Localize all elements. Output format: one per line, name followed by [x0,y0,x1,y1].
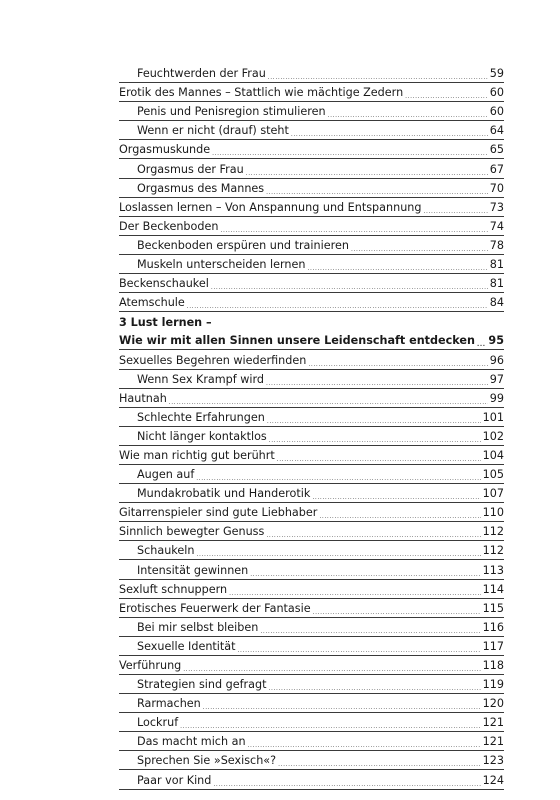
toc-entry-title: Wie wir mit allen Sinnen unsere Leidenschaft entdecken [119,334,475,348]
toc-entry-page-number: 114 [482,582,504,596]
toc-entry[interactable] [119,389,504,408]
toc-entry-page-number: 84 [489,296,504,310]
dot-leader [260,622,480,636]
dot-leader [169,393,488,407]
toc-entry-title: Strategien sind gefragt [137,678,267,692]
toc-entry-title: Der Beckenboden [119,219,219,233]
toc-entry[interactable] [119,217,504,236]
dot-leader [266,374,488,388]
toc-entry[interactable] [119,312,504,331]
dot-leader [212,144,488,158]
toc-entry[interactable] [119,274,504,293]
toc-entry-page-number: 99 [489,391,504,405]
toc-entry[interactable] [119,331,504,350]
toc-entry-title: Verführung [119,659,182,672]
dot-leader [308,355,487,369]
toc-entry-title: Schlechte Erfahrungen [137,410,265,424]
toc-entry[interactable] [119,637,504,656]
toc-entry-page-number: 64 [489,124,504,138]
toc-entry-page-number: 60 [489,86,504,100]
dot-leader [269,431,481,445]
toc-entry-page-number: 117 [482,639,504,653]
toc-entry[interactable] [119,179,504,198]
dot-leader [267,412,481,426]
toc-entry-title: Erotisches Feuerwerk der Fantasie [119,601,311,615]
toc-entry-title: Nicht länger kontaktlos [137,429,267,443]
toc-entry-page-number: 107 [482,487,504,501]
toc-entry[interactable] [119,732,504,751]
dot-leader [229,584,481,598]
toc-entry[interactable] [119,713,504,732]
toc-entry[interactable] [119,159,504,178]
toc-entry-title: Loslassen lernen – Von Anspannung und Entspannung [119,200,422,214]
dot-leader [248,736,481,750]
dot-leader [351,240,488,254]
dot-leader [196,469,480,483]
toc-entry[interactable] [119,236,504,255]
toc-entry-title: Hautnah [119,391,167,405]
toc-entry-title: Sprechen Sie »Sexisch«? [137,754,277,768]
dot-leader [277,450,481,464]
toc-entry-title: Wenn Sex Krampf wird [137,372,265,386]
toc-entry-title: Sexuelle Identität [137,639,236,653]
dot-leader [250,565,480,579]
toc-entry-title: Rarmachen [137,697,201,711]
toc-entry-page-number: 105 [482,468,504,482]
toc-entry-title: Mundakrobatik und Handerotik [137,487,311,501]
toc-entry-title: Sinnlich bewegter Genuss [119,525,265,539]
toc-entry-page-number: 124 [482,773,504,787]
toc-entry[interactable] [119,675,504,694]
toc-entry-title: Beckenboden erspüren und trainieren [137,238,349,252]
toc-entry-title: Erotik des Mannes – Stattlich wie mächtige Zedern [119,86,404,100]
toc-entry[interactable] [119,198,504,217]
toc-entry-title: Das macht mich an [137,735,246,749]
toc-entry[interactable] [119,618,504,637]
toc-entry-title: Orgasmuskunde [119,143,211,157]
dot-leader [246,164,488,178]
dot-leader [278,755,481,769]
dot-leader [269,679,481,693]
dot-leader [291,125,488,139]
toc-entry-page-number: 67 [489,162,504,176]
dot-leader [266,526,480,540]
dot-leader [328,106,488,120]
toc-entry-page-number: 70 [489,181,504,195]
toc-entry[interactable] [119,446,504,465]
toc-entry[interactable] [119,427,504,446]
toc-entry-page-number: 121 [482,735,504,749]
toc-entry-page-number: 59 [489,67,504,81]
toc-entry-page-number: 116 [482,620,504,634]
toc-entry-title: Penis und Penisregion stimulieren [137,105,326,119]
dot-leader [203,698,481,712]
toc-entry[interactable] [119,370,504,389]
dot-leader [187,297,488,311]
toc-entry-title: 3 Lust lernen – [119,316,212,330]
toc-entry-page-number: 118 [482,659,504,672]
toc-entry-page-number: 97 [489,372,504,386]
toc-entry[interactable] [119,770,504,789]
toc-entry[interactable] [119,599,504,618]
table-of-contents [119,64,504,790]
toc-entry-page-number: 104 [482,448,504,462]
toc-entry-page-number: 96 [489,353,504,367]
toc-entry-title: Schaukeln [137,544,195,558]
dot-leader [211,278,488,292]
toc-entry-title: Gitarrenspieler sind gute Liebhaber [119,506,318,520]
toc-entry[interactable] [119,140,504,159]
toc-entry-title: Lockruf [137,716,179,730]
toc-entry-page-number: 74 [489,219,504,233]
toc-entry[interactable] [119,503,504,522]
toc-entry-page-number: 112 [482,544,504,558]
toc-entry-title: Bei mir selbst bleiben [137,620,259,634]
dot-leader [238,641,481,655]
toc-entry[interactable] [119,408,504,427]
toc-entry[interactable] [119,580,504,599]
toc-entry[interactable] [119,522,504,541]
toc-entry[interactable] [119,83,504,102]
toc-entry-title: Sexluft schnuppern [119,582,228,596]
dot-leader [268,68,488,82]
dot-leader [423,202,487,216]
dot-leader [183,660,480,674]
toc-entry-title: Wenn er nicht (drauf) steht [137,124,289,138]
toc-entry-title: Beckenschaukel [119,277,209,291]
toc-entry[interactable] [119,350,504,369]
toc-entry[interactable] [119,541,504,560]
toc-entry-page-number: 110 [482,506,504,520]
toc-entry[interactable] [119,255,504,274]
toc-entry[interactable] [119,293,504,312]
toc-entry-title: Muskeln unterscheiden lernen [137,258,306,272]
toc-entry-page-number: 115 [482,601,504,615]
toc-entry-page-number: 60 [489,105,504,119]
dot-leader [313,603,481,617]
dot-leader [312,488,480,502]
toc-entry-page-number: 73 [489,200,504,214]
dot-leader [319,507,480,521]
dot-leader [477,335,486,349]
dot-leader [405,87,488,101]
toc-entry-page-number: 65 [489,143,504,157]
toc-entry[interactable] [119,560,504,579]
toc-entry[interactable] [119,484,504,503]
toc-entry-page-number: 95 [488,334,504,348]
toc-entry-page-number: 102 [482,429,504,443]
toc-entry-page-number: 81 [489,277,504,291]
dot-leader [308,259,488,273]
toc-entry-page-number: 121 [482,716,504,730]
dot-leader [196,545,480,559]
toc-entry-title: Augen auf [137,468,195,482]
toc-entry-page-number: 112 [482,525,504,539]
toc-entry-page-number: 123 [482,754,504,768]
toc-entry-page-number: 78 [489,238,504,252]
toc-entry-page-number: 120 [482,697,504,711]
toc-entry[interactable] [119,121,504,140]
dot-leader [213,775,480,789]
toc-entry[interactable] [119,656,504,675]
toc-entry-page-number: 113 [482,563,504,577]
toc-entry-title: Sexuelles Begehren wiederfinden [119,353,307,367]
toc-entry-page-number: 101 [482,410,504,424]
dot-leader [266,183,488,197]
toc-entry-title: Wie man richtig gut berührt [119,448,275,462]
toc-entry-page-number: 119 [482,678,504,692]
toc-entry-title: Intensität gewinnen [137,563,249,577]
toc-entry[interactable] [119,102,504,121]
toc-entry-title: Orgasmus der Frau [137,162,244,176]
toc-entry[interactable] [119,64,504,83]
toc-entry-title: Atemschule [119,296,185,310]
toc-entry-title: Orgasmus des Mannes [137,181,265,195]
toc-entry[interactable] [119,465,504,484]
dot-leader [180,717,481,731]
dot-leader [220,221,487,235]
toc-entry[interactable] [119,694,504,713]
toc-entry[interactable] [119,751,504,770]
toc-entry-title: Feuchtwerden der Frau [137,67,266,81]
toc-entry-title: Paar vor Kind [137,773,212,787]
toc-entry-page-number: 81 [489,258,504,272]
